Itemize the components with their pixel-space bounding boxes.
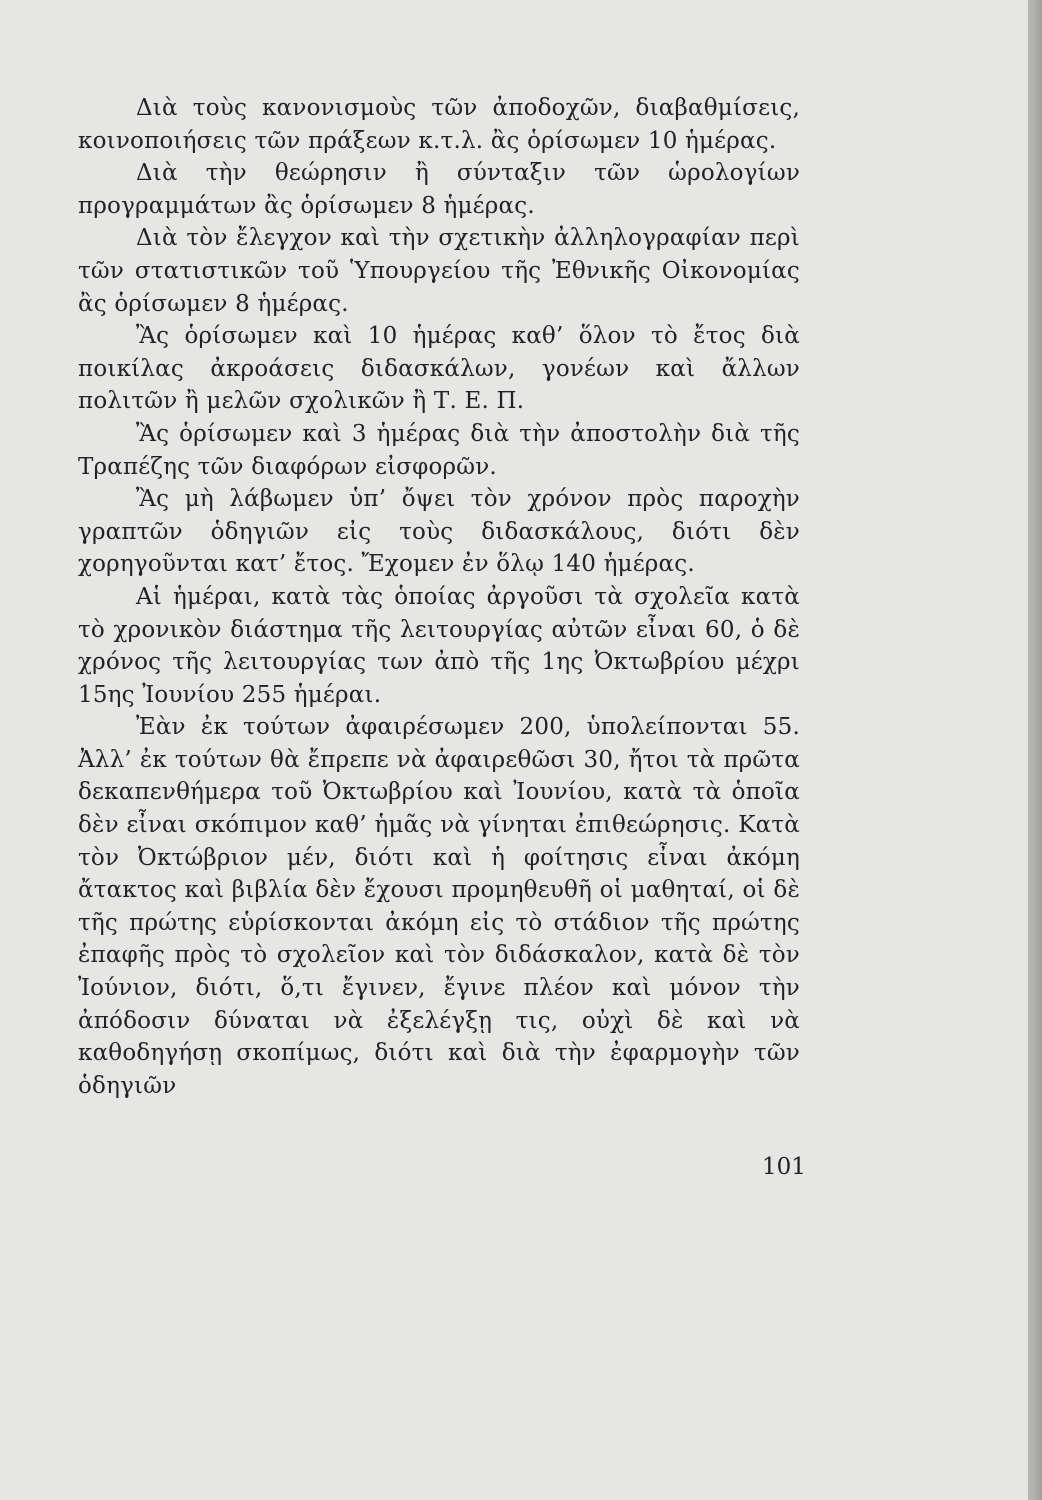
paragraph: Διὰ τὸν ἔλεγχον καὶ τὴν σχετικὴν ἀλληλογραφίαν περὶ τῶν στατιστικῶν τοῦ Ὑπουργείου τῆς Ἐθνικῆς Οἰκονομίας ἂς ὁρίσωμεν 8 ἡμέρας. (78, 225, 800, 317)
paragraph: Ἂς μὴ λάβωμεν ὑπ’ ὄψει τὸν χρόνον πρὸς παροχὴν γραπτῶν ὁδηγιῶν εἰς τοὺς διδασκάλους, διότι δὲν χορηγοῦνται κατ’ ἔτος. Ἔχομεν ἐν ὅλῳ 140 ἡμέρας. (78, 486, 800, 578)
body-text (78, 92, 800, 1102)
paragraph: Ἐὰν ἐκ τούτων ἀφαιρέσωμεν 200, ὑπολείπονται 55. Ἀλλ’ ἐκ τούτων θὰ ἔπρεπε νὰ ἀφαιρεθῶσι 30, ἤτοι τὰ πρῶτα δεκαπενθήμερα τοῦ Ὀκτωβρίου καὶ Ἰουνίου, κατὰ τὰ ὁποῖα δὲν εἶναι σκόπιμον καθ’ ἡμᾶς νὰ γίνηται ἐπιθεώρησις. Κατὰ τὸν Ὀκτώβριον μέν, διότι καὶ ἡ φοίτησις εἶναι ἀκόμη ἄτακτος καὶ βιβλία δὲν ἔχουσι προμηθευθῆ οἱ μαθηταί, οἱ δὲ τῆς πρώτης εὑρίσκονται ἀκόμη εἰς τὸ στάδιον τῆς πρώτης ἐπαφῆς πρὸς τὸ σχολεῖον καὶ τὸν διδάσκαλον, κατὰ δὲ τὸν Ἰούνιον, διότι, ὅ,τι ἔγινεν, ἔγινε πλέον καὶ μόνον τὴν ἀπόδοσιν δύναται νὰ ἐξελέγξῃ τις, οὐχὶ δὲ καὶ νὰ καθοδηγήσῃ σκοπίμως, διότι καὶ διὰ τὴν ἐφαρμογὴν τῶν ὁδηγιῶν (78, 714, 800, 1099)
page-edge (1030, 0, 1042, 1500)
paragraph: Ἂς ὁρίσωμεν καὶ 3 ἡμέρας διὰ τὴν ἀποστολὴν διὰ τῆς Τραπέζης τῶν διαφόρων εἰσφορῶν. (78, 420, 800, 480)
page-number: 101 (762, 1154, 806, 1180)
paragraph: Ἂς ὁρίσωμεν καὶ 10 ἡμέρας καθ’ ὅλον τὸ ἔτος διὰ ποικίλας ἀκροάσεις διδασκάλων, γονέων καὶ ἄλλων πολιτῶν ἢ μελῶν σχολικῶν ἢ Τ. Ε. Π. (78, 323, 800, 415)
paragraph: Διὰ τοὺς κανονισμοὺς τῶν ἀποδοχῶν, διαβαθμίσεις, κοινοποιήσεις τῶν πράξεων κ.τ.λ. ἂς ὁρίσωμεν 10 ἡμέρας. (78, 95, 800, 154)
paragraph: Αἱ ἡμέραι, κατὰ τὰς ὁποίας ἀργοῦσι τὰ σχολεῖα κατὰ τὸ χρονικὸν διάστημα τῆς λειτουργίας αὐτῶν εἶναι 60, ὁ δὲ χρόνος τῆς λειτουργίας των ἀπὸ τῆς 1ης Ὀκτωβρίου μέχρι 15ης Ἰουνίου 255 ἡμέραι. (78, 583, 800, 708)
paragraph: Διὰ τὴν θεώρησιν ἢ σύνταξιν τῶν ὡρολογίων προγραμμάτων ἂς ὁρίσωμεν 8 ἡμέρας. (78, 160, 800, 219)
